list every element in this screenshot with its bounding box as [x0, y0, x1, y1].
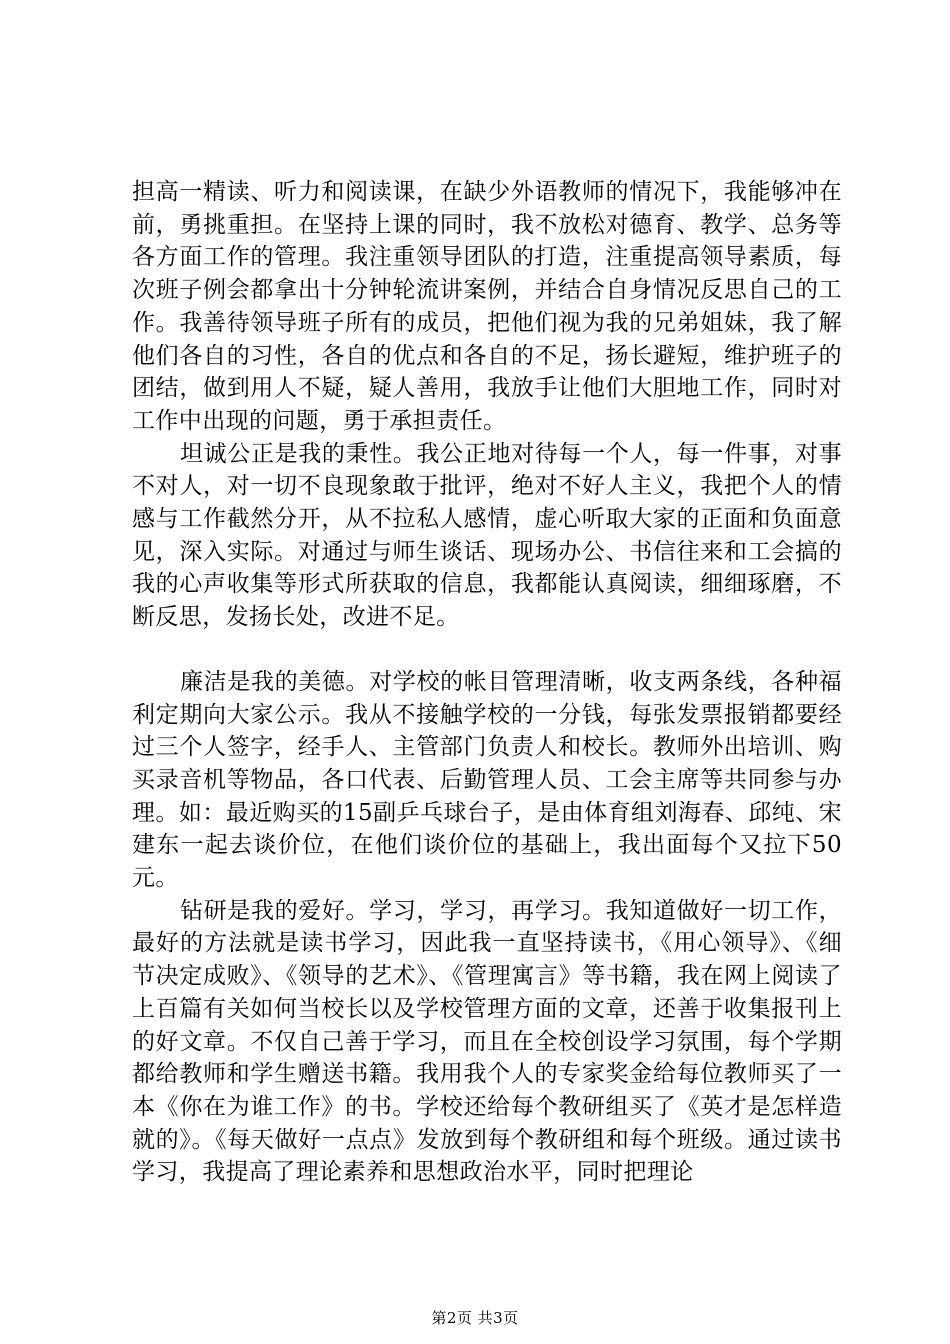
paragraph-integrity: 廉洁是我的美德。对学校的帐目管理清晰，收支两条线，各种福利定期向大家公示。我从不接触学校的一分钱，每张发票报销都要经过三个人签字，经手人、主管部门负责人和校长。教师外出培训、购买录音机等物品，各口代表、后勤管理人员、工会主席等共同参与办理。如：最近购买的15副乒乓球台子，是由体育组刘海春、邱纯、宋建东一起去谈价位，在他们谈价位的基础上，我出面每个又拉下50元。 [132, 668, 842, 892]
page-number-footer: 第2页 共3页 [431, 1309, 519, 1327]
document-body [132, 176, 842, 1189]
paragraph-fairness: 坦诚公正是我的秉性。我公正地对待每一个人，每一件事，对事不对人，对一切不良现象敢于批评，绝对不好人主义，我把个人的情感与工作截然分开，从不拉私人感情，虚心听取大家的正面和负面意见，深入实际。对通过与师生谈话、现场办公、书信往来和工会搞的我的心声收集等形式所获取的信息，我都能认真阅读，细细琢磨，不断反思，发扬长处，改进不足。 [132, 440, 842, 631]
paragraph-leadership-team: 担高一精读、听力和阅读课，在缺少外语教师的情况下，我能够冲在前，勇挑重担。在坚持上课的同时，我不放松对德育、教学、总务等各方面工作的管理。我注重领导团队的打造，注重提高领导素质，每次班子例会都拿出十分钟轮流讲案例，并结合自身情况反思自己的工作。我善待领导班子所有的成员，把他们视为我的兄弟姐妹，我了解他们各自的习性，各自的优点和各自的不足，扬长避短，维护班子的团结，做到用人不疑，疑人善用，我放手让他们大胆地工作，同时对工作中出现的问题，勇于承担责任。 [132, 179, 842, 434]
paragraph-study: 钻研是我的爱好。学习，学习，再学习。我知道做好一切工作，最好的方法就是读书学习，因此我一直坚持读书，《用心领导》、《细节决定成败》、《领导的艺术》、《管理寓言》等书籍，我在网上阅读了上百篇有关如何当校长以及学校管理方面的文章，还善于收集报刊上的好文章。不仅自己善于学习，而且在全校创设学习氛围，每个学期都给教师和学生赠送书籍。我用我个人的专家奖金给每位教师买了一本《你在为谁工作》的书。学校还给每个教研组买了《英才是怎样造就的》。《每天做好一点点》发放到每个教研组和每个班级。通过读书学习，我提高了理论素养和思想政治水平，同时把理论 [132, 897, 842, 1186]
